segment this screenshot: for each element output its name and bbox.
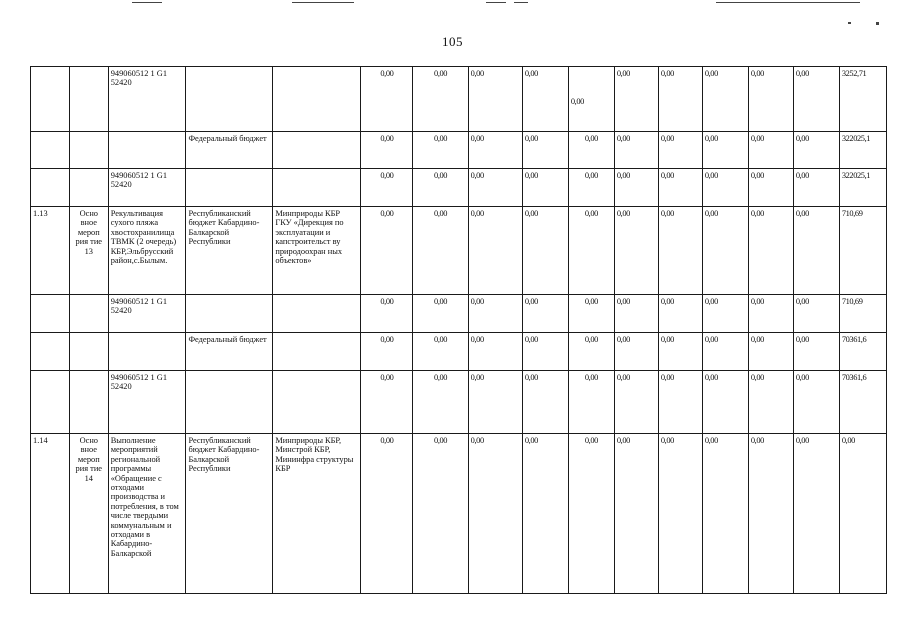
row-value-6: 0,00 [614,169,658,207]
row-value-3: 0,00 [468,207,522,295]
table-row [31,132,887,169]
row-value-9: 0,00 [748,333,793,371]
row-value-11: 322025,1 [839,169,886,207]
row-value-7: 0,00 [658,434,702,594]
row-value-2: 0,00 [413,371,468,434]
row-type [69,295,108,333]
row-source: Федеральный бюджет [186,132,273,169]
row-value-2: 0,00 [413,67,468,132]
row-value-9: 0,00 [748,132,793,169]
row-value-3: 0,00 [468,67,522,132]
row-value-9: 0,00 [748,207,793,295]
scan-mark [848,22,851,24]
row-value-9: 0,00 [748,434,793,594]
table-row [31,169,887,207]
row-executor: Минприроды КБР ГКУ «Дирекция по эксплуатации и капстроительст ву природоохран ных объектов» [273,207,361,295]
row-value-2: 0,00 [413,207,468,295]
row-value-2: 0,00 [413,333,468,371]
row-name: 949060512 1 G1 52420 [108,169,186,207]
row-type [69,132,108,169]
row-value-4: 0,00 [522,371,568,434]
row-value-6: 0,00 [614,132,658,169]
row-value-7: 0,00 [658,132,702,169]
row-number: 1.13 [31,207,70,295]
row-value-5: 0,00 [568,67,614,132]
row-value-3: 0,00 [468,295,522,333]
scan-mark [132,2,162,3]
scan-mark [876,22,879,25]
row-executor: Минприроды КБР, Минстрой КБР, Мининфра структуры КБР [273,434,361,594]
row-value-3: 0,00 [468,132,522,169]
row-value-1: 0,00 [361,67,413,132]
row-name: 949060512 1 G1 52420 [108,295,186,333]
row-value-2: 0,00 [413,132,468,169]
scan-mark [292,2,354,3]
row-value-6: 0,00 [614,333,658,371]
row-value-7: 0,00 [658,371,702,434]
row-value-6: 0,00 [614,295,658,333]
row-value-4: 0,00 [522,333,568,371]
row-value-8: 0,00 [702,295,748,333]
row-type: Осно вное мероп рия тие 14 [69,434,108,594]
row-value-1: 0,00 [361,132,413,169]
row-value-8: 0,00 [702,434,748,594]
table-row [31,295,887,333]
row-type [69,169,108,207]
scan-mark [514,2,528,3]
row-value-7: 0,00 [658,67,702,132]
row-value-4: 0,00 [522,132,568,169]
row-value-2: 0,00 [413,295,468,333]
row-value-7: 0,00 [658,295,702,333]
table-row [31,434,887,594]
row-type: Осно вное мероп рия тие 13 [69,207,108,295]
table-row [31,333,887,371]
row-value-1: 0,00 [361,333,413,371]
row-number [31,371,70,434]
row-value-1: 0,00 [361,295,413,333]
row-value-10: 0,00 [793,169,839,207]
row-value-8: 0,00 [702,371,748,434]
row-value-4: 0,00 [522,169,568,207]
row-value-3: 0,00 [468,434,522,594]
row-value-10: 0,00 [793,434,839,594]
page-number: 105 [442,34,463,49]
row-name: 949060512 1 G1 52420 [108,67,186,132]
row-value-9: 0,00 [748,67,793,132]
row-source: Республиканский бюджет Кабардино-Балкарской Республики [186,207,273,295]
budget-table [30,66,887,594]
row-value-6: 0,00 [614,67,658,132]
row-value-5: 0,00 [568,333,614,371]
row-name: 949060512 1 G1 52420 [108,371,186,434]
row-value-9: 0,00 [748,169,793,207]
table-row [31,371,887,434]
row-type [69,371,108,434]
row-value-1: 0,00 [361,434,413,594]
row-value-8: 0,00 [702,67,748,132]
scan-mark [486,2,506,3]
row-value-6: 0,00 [614,207,658,295]
row-value-10: 0,00 [793,67,839,132]
row-value-11: 70361,6 [839,371,886,434]
row-executor [273,132,361,169]
row-value-10: 0,00 [793,371,839,434]
row-value-1: 0,00 [361,169,413,207]
table-row [31,67,887,132]
row-value-5: 0,00 [568,169,614,207]
row-value-4: 0,00 [522,295,568,333]
row-executor [273,371,361,434]
row-number [31,169,70,207]
row-number [31,295,70,333]
row-source [186,371,273,434]
row-number: 1.14 [31,434,70,594]
row-value-5: 0,00 [568,371,614,434]
row-value-4: 0,00 [522,207,568,295]
row-value-11: 70361,6 [839,333,886,371]
table-row [31,207,887,295]
row-value-3: 0,00 [468,169,522,207]
row-executor [273,67,361,132]
row-value-5: 0,00 [568,295,614,333]
row-value-11: 0,00 [839,434,886,594]
row-name [108,333,186,371]
row-value-5: 0,00 [568,434,614,594]
row-value-8: 0,00 [702,333,748,371]
row-value-4: 0,00 [522,67,568,132]
row-value-10: 0,00 [793,132,839,169]
row-value-2: 0,00 [413,169,468,207]
row-value-5: 0,00 [568,207,614,295]
row-executor [273,333,361,371]
row-value-11: 710,69 [839,295,886,333]
row-value-8: 0,00 [702,207,748,295]
row-value-9: 0,00 [748,371,793,434]
row-name: Выполнение мероприятий региональной программы «Обращение с отходами производства и потребления, в том числе твердыми коммунальным и отходами в Кабардино-Балкарской [108,434,186,594]
row-value-10: 0,00 [793,333,839,371]
row-value-7: 0,00 [658,333,702,371]
row-value-9: 0,00 [748,295,793,333]
row-number [31,333,70,371]
row-value-10: 0,00 [793,207,839,295]
row-number [31,132,70,169]
row-value-10: 0,00 [793,295,839,333]
row-value-6: 0,00 [614,371,658,434]
row-source [186,295,273,333]
row-value-11: 322025,1 [839,132,886,169]
row-executor [273,169,361,207]
row-value-11: 3252,71 [839,67,886,132]
row-value-2: 0,00 [413,434,468,594]
row-value-3: 0,00 [468,333,522,371]
row-executor [273,295,361,333]
row-value-8: 0,00 [702,132,748,169]
row-type [69,333,108,371]
scan-mark [716,2,860,3]
row-name: Рекультивация сухого пляжа хвостохранилища ТВМК (2 очередь) КБР,Эльбрусский район,с.Былым. [108,207,186,295]
row-source: Федеральный бюджет [186,333,273,371]
row-value-11: 710,69 [839,207,886,295]
row-value-4: 0,00 [522,434,568,594]
row-value-3: 0,00 [468,371,522,434]
row-value-7: 0,00 [658,169,702,207]
row-name [108,132,186,169]
row-value-1: 0,00 [361,371,413,434]
row-value-6: 0,00 [614,434,658,594]
row-source: Республиканский бюджет Кабардино-Балкарской Республики [186,434,273,594]
row-source [186,67,273,132]
row-value-5: 0,00 [568,132,614,169]
row-value-8: 0,00 [702,169,748,207]
row-value-1: 0,00 [361,207,413,295]
row-value-7: 0,00 [658,207,702,295]
row-number [31,67,70,132]
row-type [69,67,108,132]
row-source [186,169,273,207]
